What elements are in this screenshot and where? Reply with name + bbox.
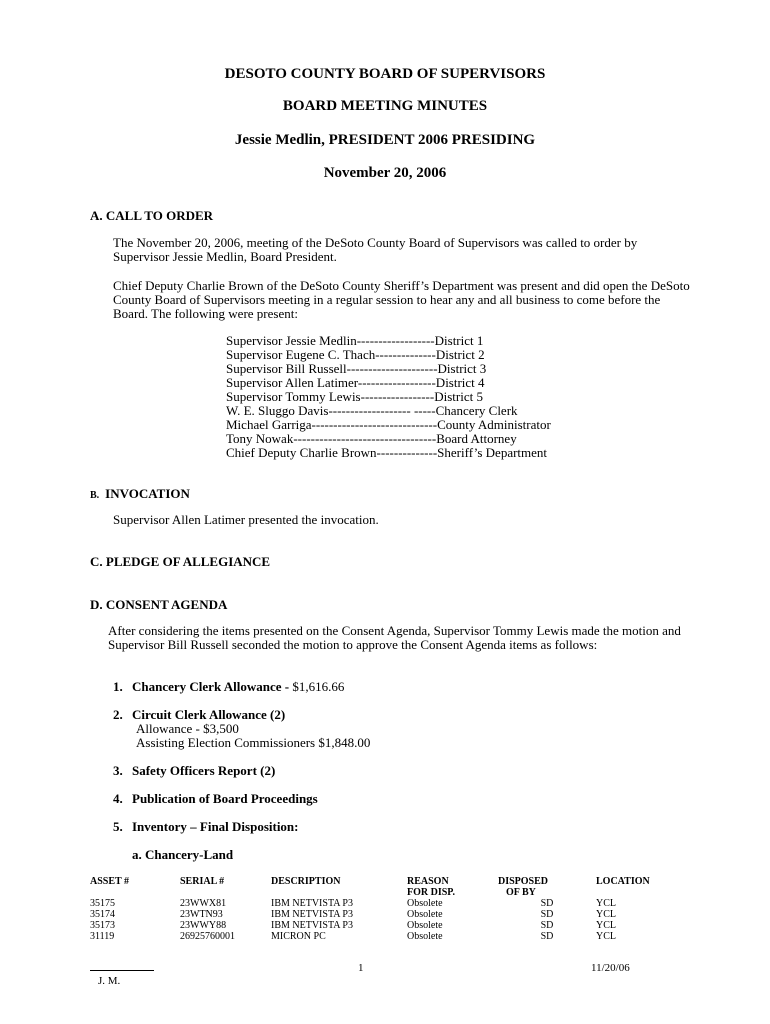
- section-c-heading: C. PLEDGE OF ALLEGIANCE: [90, 554, 271, 569]
- roster-line: Chief Deputy Charlie Brown--------------Sheriff’s Department: [226, 445, 548, 460]
- table-cell: YCL: [596, 920, 616, 931]
- table-cell: SD: [540, 931, 554, 942]
- agenda-item-number: 3.: [113, 763, 123, 778]
- section-a-paragraph-1: The November 20, 2006, meeting of the DeSoto County Board of Supervisors was called to order by Supervisor Jessie Medlin, Board President.: [113, 235, 638, 264]
- roster-line: Michael Garriga-----------------------------County Administrator: [226, 417, 551, 432]
- column-header: DISPOSED: [498, 876, 549, 887]
- table-cell: IBM NETVISTA P3: [271, 909, 353, 920]
- agenda-item-2: [113, 708, 285, 722]
- table-cell: YCL: [596, 909, 616, 920]
- roster-line: Supervisor Eugene C. Thach--------------District 2: [226, 347, 485, 362]
- table-cell: 23WTN93: [180, 909, 223, 920]
- table-header-row: [90, 887, 676, 898]
- section-a-paragraph-2: Chief Deputy Charlie Brown of the DeSoto County Sheriff’s Department was present and did open the DeSoto County Board of Supervisors meeting in a regular session to hear any and all business to come before the Board. The following were present:: [113, 278, 690, 321]
- table-cell: 23WWX81: [180, 898, 227, 909]
- agenda-item-5: [113, 820, 299, 834]
- table-cell: 23WWY88: [180, 920, 227, 931]
- table-cell: YCL: [596, 931, 616, 942]
- column-header: SERIAL #: [180, 876, 225, 887]
- section-b-letter: B.: [90, 490, 100, 501]
- agenda-item-4: [113, 792, 318, 806]
- column-header: [271, 887, 407, 898]
- table-cell: SD: [540, 898, 554, 909]
- table-header-row: [90, 876, 676, 887]
- table-cell: 26925760001: [180, 931, 235, 942]
- table-cell: IBM NETVISTA P3: [271, 898, 353, 909]
- column-header: OF BY: [506, 887, 536, 898]
- agenda-item-value: $1,616.66: [289, 679, 345, 694]
- table-cell: 35173: [90, 920, 115, 931]
- roster-line: Supervisor Allen Latimer------------------District 4: [226, 375, 485, 390]
- agenda-item-title: Chancery Clerk Allowance -: [132, 679, 290, 694]
- table-row: [90, 909, 676, 920]
- table-cell: IBM NETVISTA P3: [271, 920, 353, 931]
- table-row: [90, 931, 676, 942]
- inventory-subheading: a. Chancery-Land: [132, 847, 234, 862]
- section-d-paragraph: After considering the items presented on the Consent Agenda, Supervisor Tommy Lewis made the motion and Supervisor Bill Russell seconded the motion to approve the Consent Agenda items as follows:: [108, 623, 681, 652]
- column-header: LOCATION: [596, 876, 650, 887]
- initials: J. M.: [98, 975, 121, 987]
- table-cell: Obsolete: [407, 931, 443, 942]
- section-d-heading: D. CONSENT AGENDA: [90, 597, 228, 612]
- presiding-line: Jessie Medlin, PRESIDENT 2006 PRESIDING: [234, 132, 536, 148]
- roster-line: Tony Nowak---------------------------------Board Attorney: [226, 431, 517, 446]
- roster-line: W. E. Sluggo Davis------------------- -----Chancery Clerk: [226, 403, 518, 418]
- document-title: DESOTO COUNTY BOARD OF SUPERVISORS: [224, 66, 546, 82]
- table-row: [90, 920, 676, 931]
- column-header: REASON: [407, 876, 449, 887]
- meeting-date: November 20, 2006: [323, 165, 447, 181]
- table-cell: 35175: [90, 898, 115, 909]
- initials-signature-line: [90, 970, 154, 971]
- agenda-item-title: Safety Officers Report (2): [132, 763, 276, 778]
- section-b-title: INVOCATION: [105, 486, 190, 501]
- table-cell: Obsolete: [407, 909, 443, 920]
- table-cell: MICRON PC: [271, 931, 326, 942]
- table-cell: SD: [540, 909, 554, 920]
- agenda-item-1: [113, 680, 344, 694]
- footer-date: 11/20/06: [591, 962, 630, 974]
- table-cell: 31119: [90, 931, 115, 942]
- agenda-item-2-line-3: Assisting Election Commissioners $1,848.00: [136, 735, 371, 750]
- column-header: FOR DISP.: [407, 887, 455, 898]
- roster-line: Supervisor Jessie Medlin------------------District 1: [226, 333, 484, 348]
- table-cell: 35174: [90, 909, 115, 920]
- agenda-item-3: [113, 764, 275, 778]
- table-cell: SD: [540, 920, 554, 931]
- table-cell: Obsolete: [407, 898, 443, 909]
- agenda-item-number: 2.: [113, 707, 123, 722]
- column-header: [90, 887, 180, 898]
- section-a-heading: A. CALL TO ORDER: [90, 208, 214, 223]
- invocation-text: Supervisor Allen Latimer presented the invocation.: [113, 512, 379, 527]
- asset-disposition-table: [90, 876, 676, 942]
- attendance-roster: [226, 334, 551, 460]
- column-header: [180, 887, 271, 898]
- table-cell: Obsolete: [407, 920, 443, 931]
- document-subtitle: BOARD MEETING MINUTES: [282, 98, 488, 114]
- agenda-item-number: 1.: [113, 679, 123, 694]
- column-header: [596, 887, 676, 898]
- agenda-item-number: 5.: [113, 819, 123, 834]
- agenda-item-title: Circuit Clerk Allowance (2): [132, 707, 286, 722]
- table-cell: YCL: [596, 898, 616, 909]
- section-b-heading: [90, 485, 190, 503]
- page-number: 1: [358, 962, 364, 974]
- agenda-item-2-line-2: Allowance - $3,500: [136, 721, 239, 736]
- agenda-item-title: Inventory – Final Disposition:: [132, 819, 299, 834]
- column-header: DESCRIPTION: [271, 876, 341, 887]
- agenda-item-number: 4.: [113, 791, 123, 806]
- roster-line: Supervisor Bill Russell---------------------District 3: [226, 361, 487, 376]
- table-row: [90, 898, 676, 909]
- roster-line: Supervisor Tommy Lewis-----------------District 5: [226, 389, 483, 404]
- column-header: ASSET #: [90, 876, 130, 887]
- agenda-item-title: Publication of Board Proceedings: [132, 791, 318, 806]
